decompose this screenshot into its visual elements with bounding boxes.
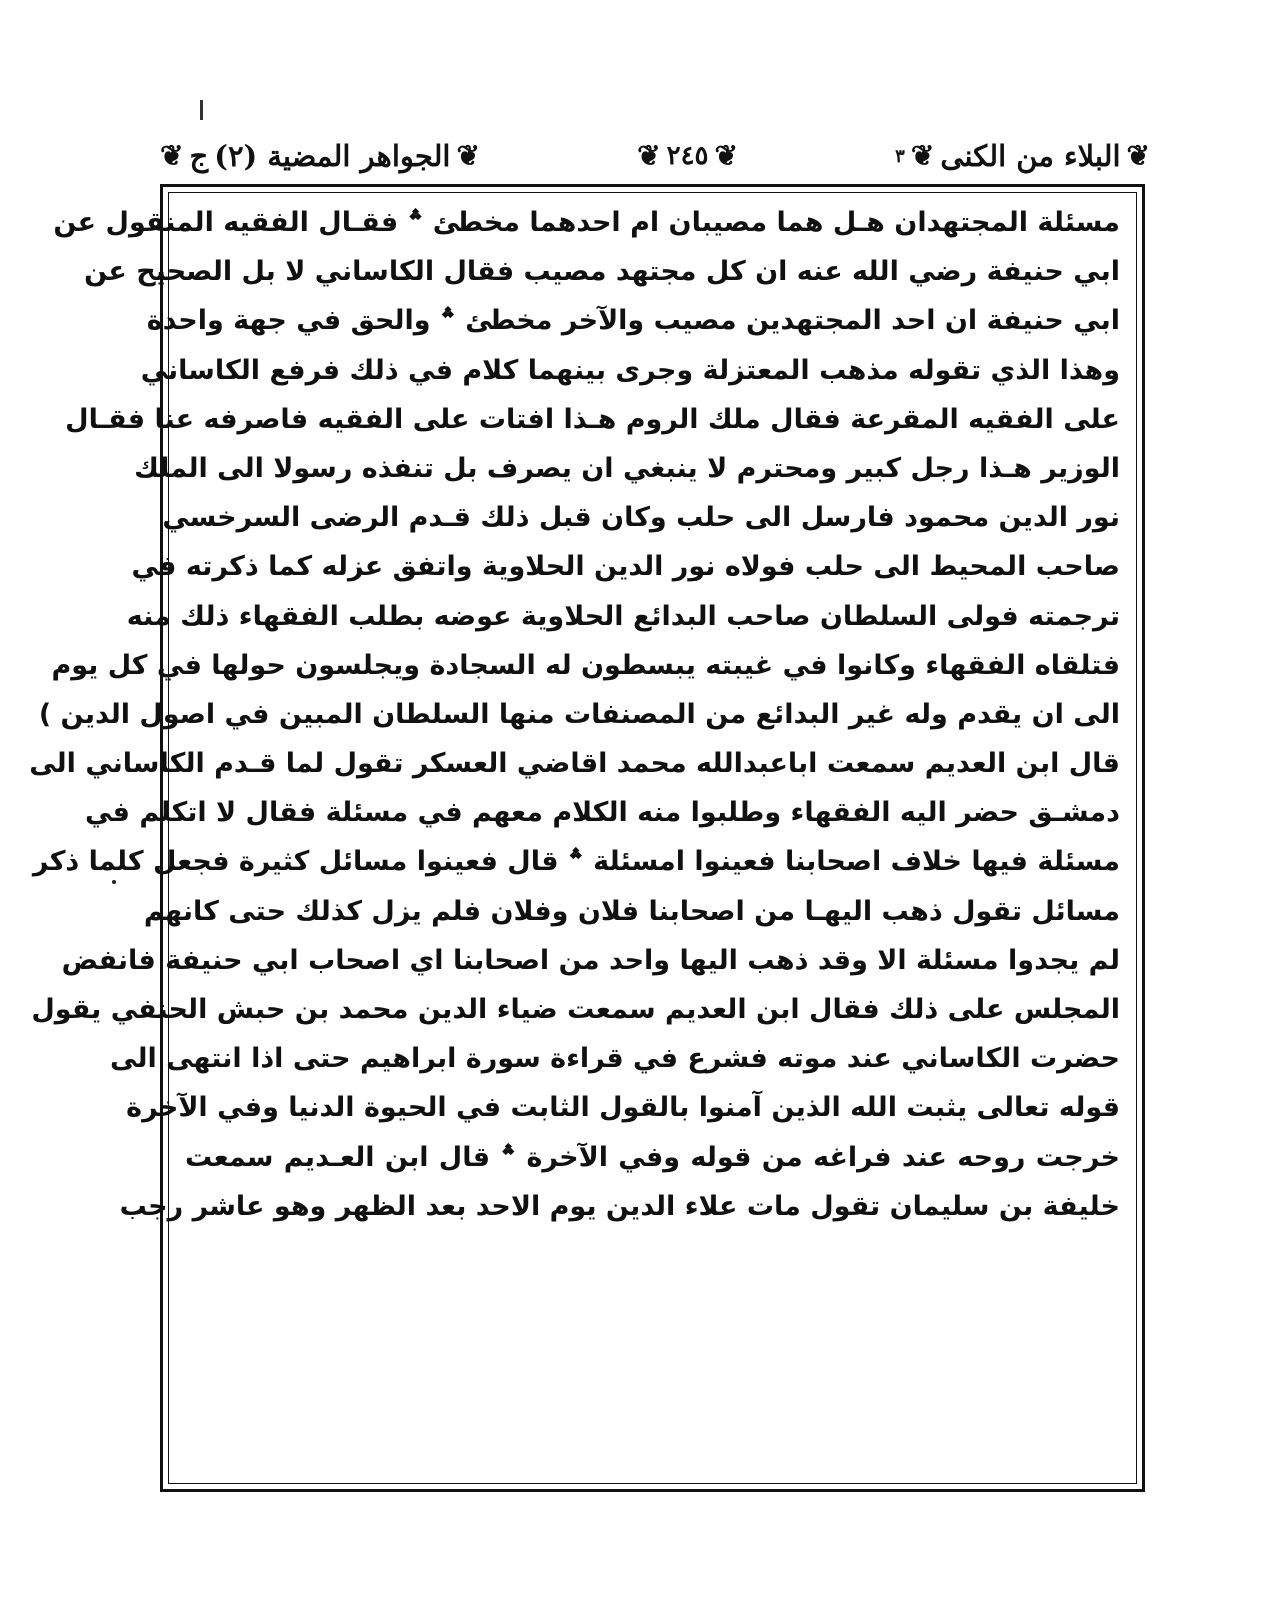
ornament-icon: ❦ bbox=[714, 139, 738, 172]
ornament-icon: ❦ bbox=[160, 139, 184, 172]
text-line: صاحب المحيط الى حلب فولاه نور الدين الحلاوية واتفق عزله كما ذكرته في bbox=[131, 551, 1120, 583]
ornament-icon: ❦ bbox=[456, 139, 480, 172]
text-line: مسئلة المجتهدان هـل هما مصيبان ام احدهما مخطئ ؞ فقـال الفقيه المنقول عن bbox=[53, 207, 1120, 238]
text-line: قال ابن العديم سمعت اباعبدالله محمد اقاضي العسكر تقول لما قـدم الكاساني الى bbox=[29, 748, 1120, 780]
text-line: فتلقاه الفقهاء وكانوا في غيبته يبسطون له السجادة ويجلسون حولها في كل يوم bbox=[51, 649, 1120, 681]
text-line: لم يجدوا مسئلة الا وقد ذهب اليها واحد من اصحابنا اي اصحاب ابي حنيفة فانفض bbox=[61, 944, 1120, 976]
text-line: ترجمته فولى السلطان صاحب البدائع الحلاوية عوضه بطلب الفقهاء ذلك منه bbox=[126, 600, 1120, 632]
text-line: قوله تعالى يثبت الله الذين آمنوا بالقول الثابت في الحيوة الدنيا وفي الآخرة bbox=[126, 1092, 1120, 1124]
text-line: المجلس على ذلك فقال ابن العديم سمعت ضياء الدين محمد بن حبش الحنفي يقول bbox=[31, 994, 1120, 1025]
ornament-icon: ❦ bbox=[910, 139, 935, 172]
header-book-suffix: ج bbox=[189, 139, 209, 173]
margin-tick-mark bbox=[200, 100, 203, 120]
text-line: الوزير هـذا رجل كبير ومحترم لا ينبغي ان يصرف بل تنفذه رسولا الى الملك bbox=[134, 452, 1120, 484]
header-book-title: الجواهر المضية (٢) bbox=[214, 139, 451, 173]
text-line: مسائل تقول ذهب اليهـا من اصحابنا فلان وفلان فلم يزل كذلك حتى كانهم bbox=[143, 895, 1120, 927]
text-line: مسئلة فيها خلاف اصحابنا فعينوا امسئلة ؞ قال فعينوا مسائل كثيرة فجعل كلما ذكر bbox=[32, 846, 1120, 878]
body-text bbox=[29, 198, 1120, 1478]
text-line: ابي حنيفة ان احد المجتهدين مصيب والآخر مخطئ ؞ والحق في جهة واحدة bbox=[146, 305, 1120, 337]
text-line: دمشـق حضر اليه الفقهاء وطلبوا منه الكلام معهم في مسئلة فقال لا اتكلم في bbox=[84, 797, 1120, 829]
text-line: ابي حنيفة رضي الله عنه ان كل مجتهد مصيب فقال الكاساني لا بل الصحيح عن bbox=[84, 256, 1120, 288]
text-line: خرجت روحه عند فراغه من قوله وفي الآخرة ؞ قال ابن العـديم سمعت bbox=[185, 1141, 1120, 1173]
text-line: وهذا الذي تقوله مذهب المعتزلة وجرى بينهما كلام في ذلك فرفع الكاساني bbox=[140, 354, 1120, 386]
ornament-icon: ❦ bbox=[1126, 139, 1150, 172]
header-page-number bbox=[637, 141, 738, 171]
page-number: ٢٤٥ bbox=[666, 141, 709, 171]
text-line: الى ان يقدم وله غير البدائع من المصنفات منها السلطان المبين في اصول الدين ) bbox=[38, 698, 1120, 730]
text-line: على الفقيه المقرعة فقال ملك الروم هـذا افتات على الفقيه فاصرفه عنا فقـال bbox=[65, 403, 1120, 435]
running-header bbox=[160, 128, 1150, 184]
header-chapter bbox=[895, 139, 1150, 173]
text-line: خليفة بن سليمان تقول مات علاء الدين يوم الاحد بعد الظهر وهو عاشر رجب bbox=[119, 1190, 1120, 1222]
text-line: حضرت الكاساني عند موته فشرع في قراءة سورة ابراهيم حتى اذا انتهى الى bbox=[110, 1043, 1120, 1075]
header-chapter-title: البلاء من الكنى bbox=[940, 139, 1121, 173]
ornament-icon: ❦ bbox=[637, 139, 661, 172]
header-book bbox=[160, 139, 480, 173]
text-line: نور الدين محمود فارسل الى حلب وكان قبل ذلك قـدم الرضى السرخسي bbox=[162, 502, 1120, 534]
header-chapter-suffix: ٣ bbox=[895, 145, 905, 167]
